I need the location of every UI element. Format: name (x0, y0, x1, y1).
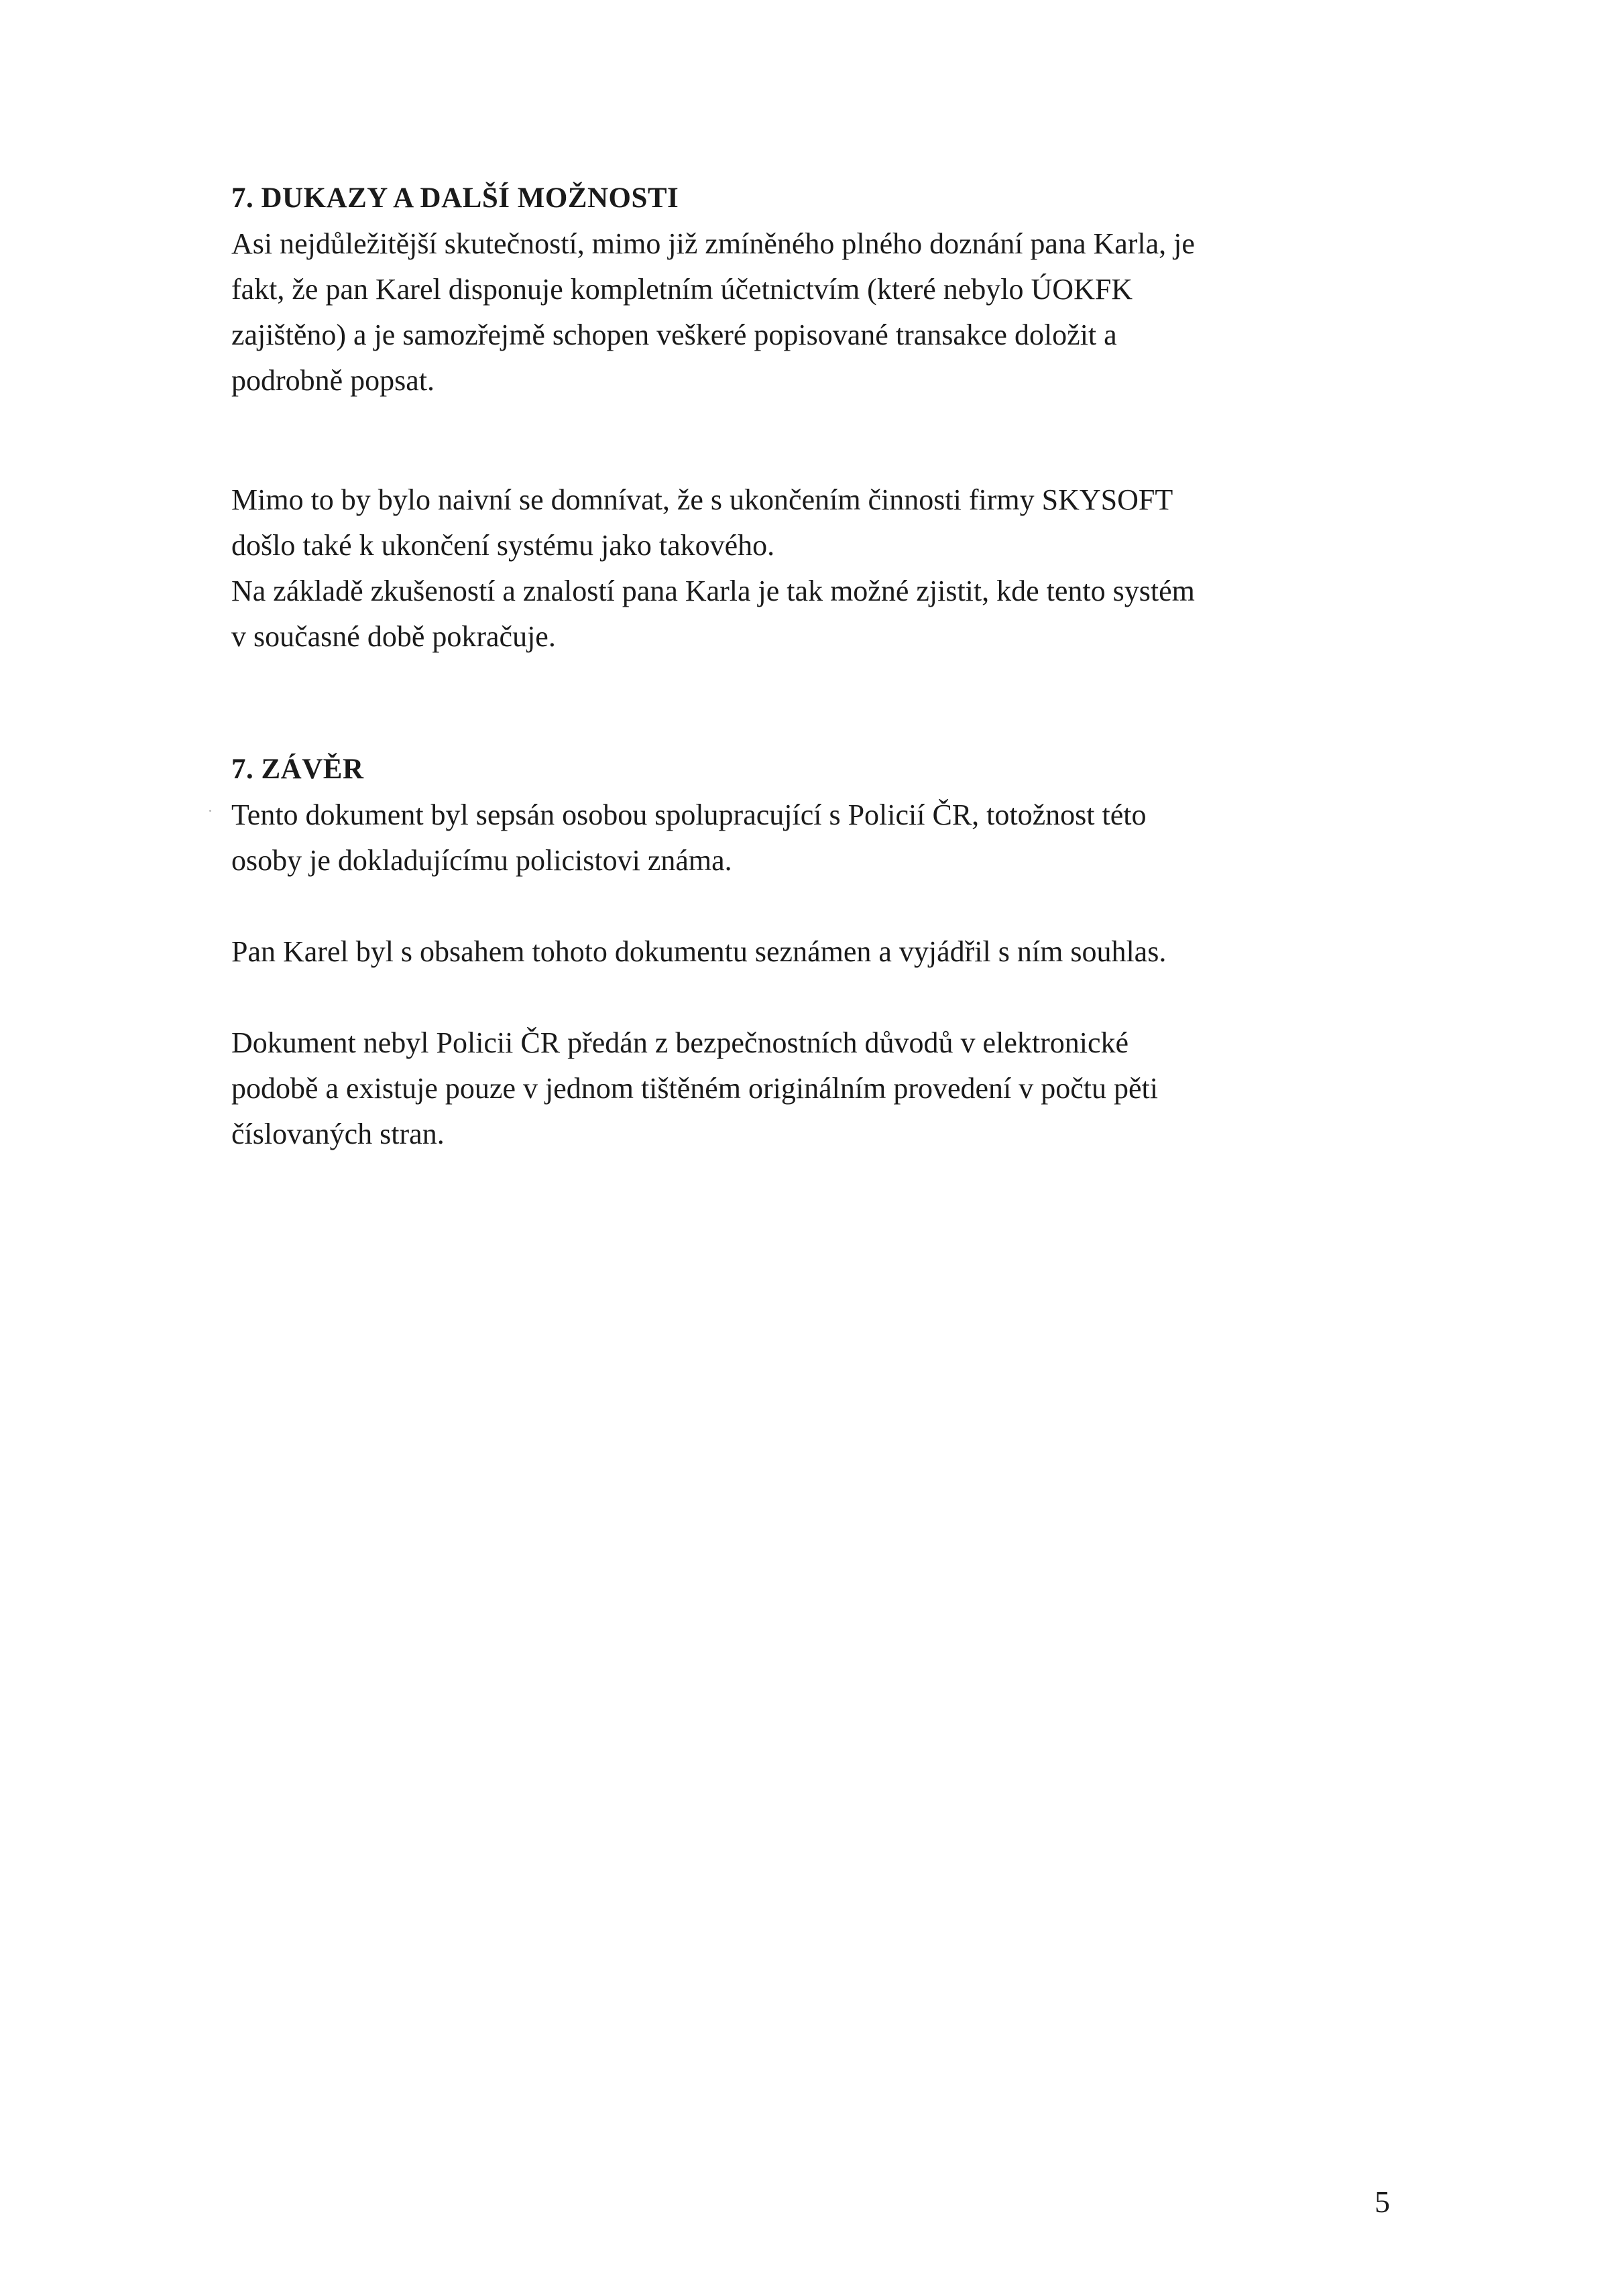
text-line: číslovaných stran. (231, 1117, 445, 1150)
paragraph-gap (231, 975, 1398, 1020)
paragraph-gap (231, 884, 1398, 929)
page-number: 5 (1375, 2185, 1390, 2219)
page-content (231, 176, 1398, 1157)
text-line: došlo také k ukončení systému jako takového. (231, 529, 775, 562)
text-line: v současné době pokračuje. (231, 620, 556, 653)
paragraph-gap (231, 404, 1398, 477)
text-line: Dokument nebyl Policii ČR předán z bezpečnostních důvodů v elektronické (231, 1026, 1129, 1059)
text-line: Asi nejdůležitější skutečností, mimo již zmíněného plného doznání pana Karla, je (231, 227, 1195, 260)
text-line: Tento dokument byl sepsán osobou spolupracující s Policií ČR, totožnost této (231, 798, 1147, 831)
text-line: osoby je dokladujícímu policistovi známa. (231, 844, 732, 877)
text-line: podobě a existuje pouze v jednom tištěném originálním provedení v počtu pěti (231, 1072, 1159, 1105)
paragraph-evidence-2 (231, 477, 1398, 660)
text-line: Mimo to by bylo naivní se domnívat, že s ukončením činnosti firmy SKYSOFT (231, 483, 1173, 516)
text-line: fakt, že pan Karel disponuje kompletním účetnictvím (které nebylo ÚOKFK (231, 273, 1133, 306)
paragraph-conclusion-3 (231, 1020, 1398, 1157)
paragraph-conclusion-2 (231, 929, 1398, 975)
section-heading-evidence: 7. DUKAZY A DALŠÍ MOŽNOSTI (231, 182, 679, 214)
paragraph-conclusion-1 (231, 792, 1398, 884)
section-gap (231, 660, 1398, 747)
section-heading-conclusion: 7. ZÁVĚR (231, 753, 364, 785)
text-line: podrobně popsat. (231, 364, 435, 397)
text-line: zajištěno) a je samozřejmě schopen veškeré popisované transakce doložit a (231, 318, 1117, 351)
text-line: Na základě zkušeností a znalostí pana Karla je tak možné zjistit, kde tento systém (231, 575, 1195, 607)
scan-speck (209, 810, 211, 812)
text-line: Pan Karel byl s obsahem tohoto dokumentu seznámen a vyjádřil s ním souhlas. (231, 935, 1167, 968)
paragraph-evidence-1 (231, 221, 1398, 404)
